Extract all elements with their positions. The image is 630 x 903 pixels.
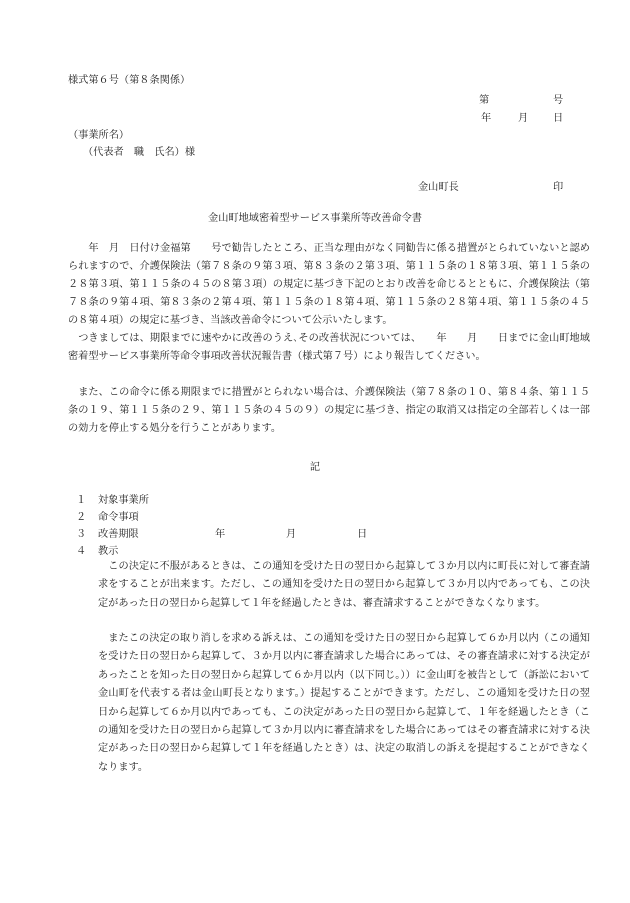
notice-paragraph-1: この決定に不服があるときは、この通知を受けた日の翌日から起算して３か月以内に町長に対して審査請求をすることが出来ます。ただし、この通知を受けた日の翌日から起算して３か月以内であっても、この決定があった日の翌日から起算して１年を経過したときは、審査請求することができなくなります。: [98, 561, 590, 609]
item-label: 改善期限: [98, 529, 139, 540]
item-label: 命令事項: [98, 512, 139, 523]
deadline-day-label: 日: [357, 529, 368, 540]
deadline-month-label: 月: [286, 529, 297, 540]
ki-heading: 記: [309, 462, 321, 473]
list-item: [76, 542, 118, 557]
form-number: 様式第６号（第８条関係）: [68, 75, 191, 86]
item-number: ４: [76, 546, 87, 557]
list-item: [76, 508, 139, 523]
body-paragraph-1: 年 月 日付け金福第 号で勧告したところ、正当な理由がなく同勧告に係る措置がとられていないと認められますので、介護保険法（第７８条の９第３項、第８３条の２第３項、第１１５条の１８第３項、第１１５条の２８第３項、第１１５条の４５の８第３項）の規定に基づき下記のとおり改善を命じるとともに、介護保険法（第７８条の９第４項、第８３条の２第４項、第１１５条の１８第４項、第１１５条の２８第４項、第１１５条の４５の８第４項）の規定に基づき、当該改善命令について公示いたします。: [68, 243, 590, 326]
notice-paragraph-2: またこの決定の取り消しを求める訴えは、この通知を受けた日の翌日から起算して６か月以内（この通知を受けた日の翌日から起算して、３か月以内に審査請求した場合にあっては、その審査請求に対する決定があったことを知った日の翌日から起算して６か月以内（以下同じ。））に金山町を被告として（訴訟において金山町を代表する者は金山町長となります。）提起することができます。ただし、この通知を受けた日の翌日から起算して６か月以内であっても、この決定があった日の翌日から起算して、１年を経過したとき（この通知を受けた日の翌日から起算して３か月以内に審査請求をした場合にあってはその審査請求に対する決定があった日の翌日から起算して１年を経過したとき）は、決定の取消しの訴えを提起することができなくなります。: [98, 633, 590, 773]
date-month-label: 月: [518, 113, 529, 124]
document-number-prefix: 第: [479, 95, 490, 106]
sender-name: 金山町長: [418, 182, 459, 193]
list-item: [76, 491, 149, 506]
date-day-label: 日: [553, 113, 564, 124]
item-label: 対象事業所: [98, 495, 149, 506]
deadline-year-label: 年: [215, 529, 226, 540]
document-number-suffix: 号: [553, 95, 564, 106]
date-year-label: 年: [481, 113, 492, 124]
seal-mark: 印: [553, 182, 564, 193]
page-title: 金山町地域密着型サービス事業所等改善命令書: [208, 213, 422, 224]
item-label: 教示: [98, 546, 119, 557]
representative-placeholder: （代表者 職 氏名）様: [83, 147, 196, 158]
body-paragraph-3: また、この命令に係る期限までに措置がとられない場合は、介護保険法（第７８条の１０、第８４条、第１１５条の１９、第１１５条の２９、第１１５条の４５の９）の規定に基づき、指定の取消又は指定の全部若しくは一部の効力を停止する処分を行うことがあります。: [68, 387, 590, 434]
item-number: ２: [76, 512, 87, 523]
business-name-placeholder: （事業所名）: [68, 130, 130, 141]
list-item: [76, 525, 139, 540]
item-number: １: [76, 495, 87, 506]
item-number: ３: [76, 529, 87, 540]
body-paragraph-2: つきましては、期限までに速やかに改善のうえ､その改善状況については、 年 月 日までに金山町地域密着型サービス事業所等命令事項改善状況報告書（様式第７号）により報告してください。: [68, 333, 590, 362]
